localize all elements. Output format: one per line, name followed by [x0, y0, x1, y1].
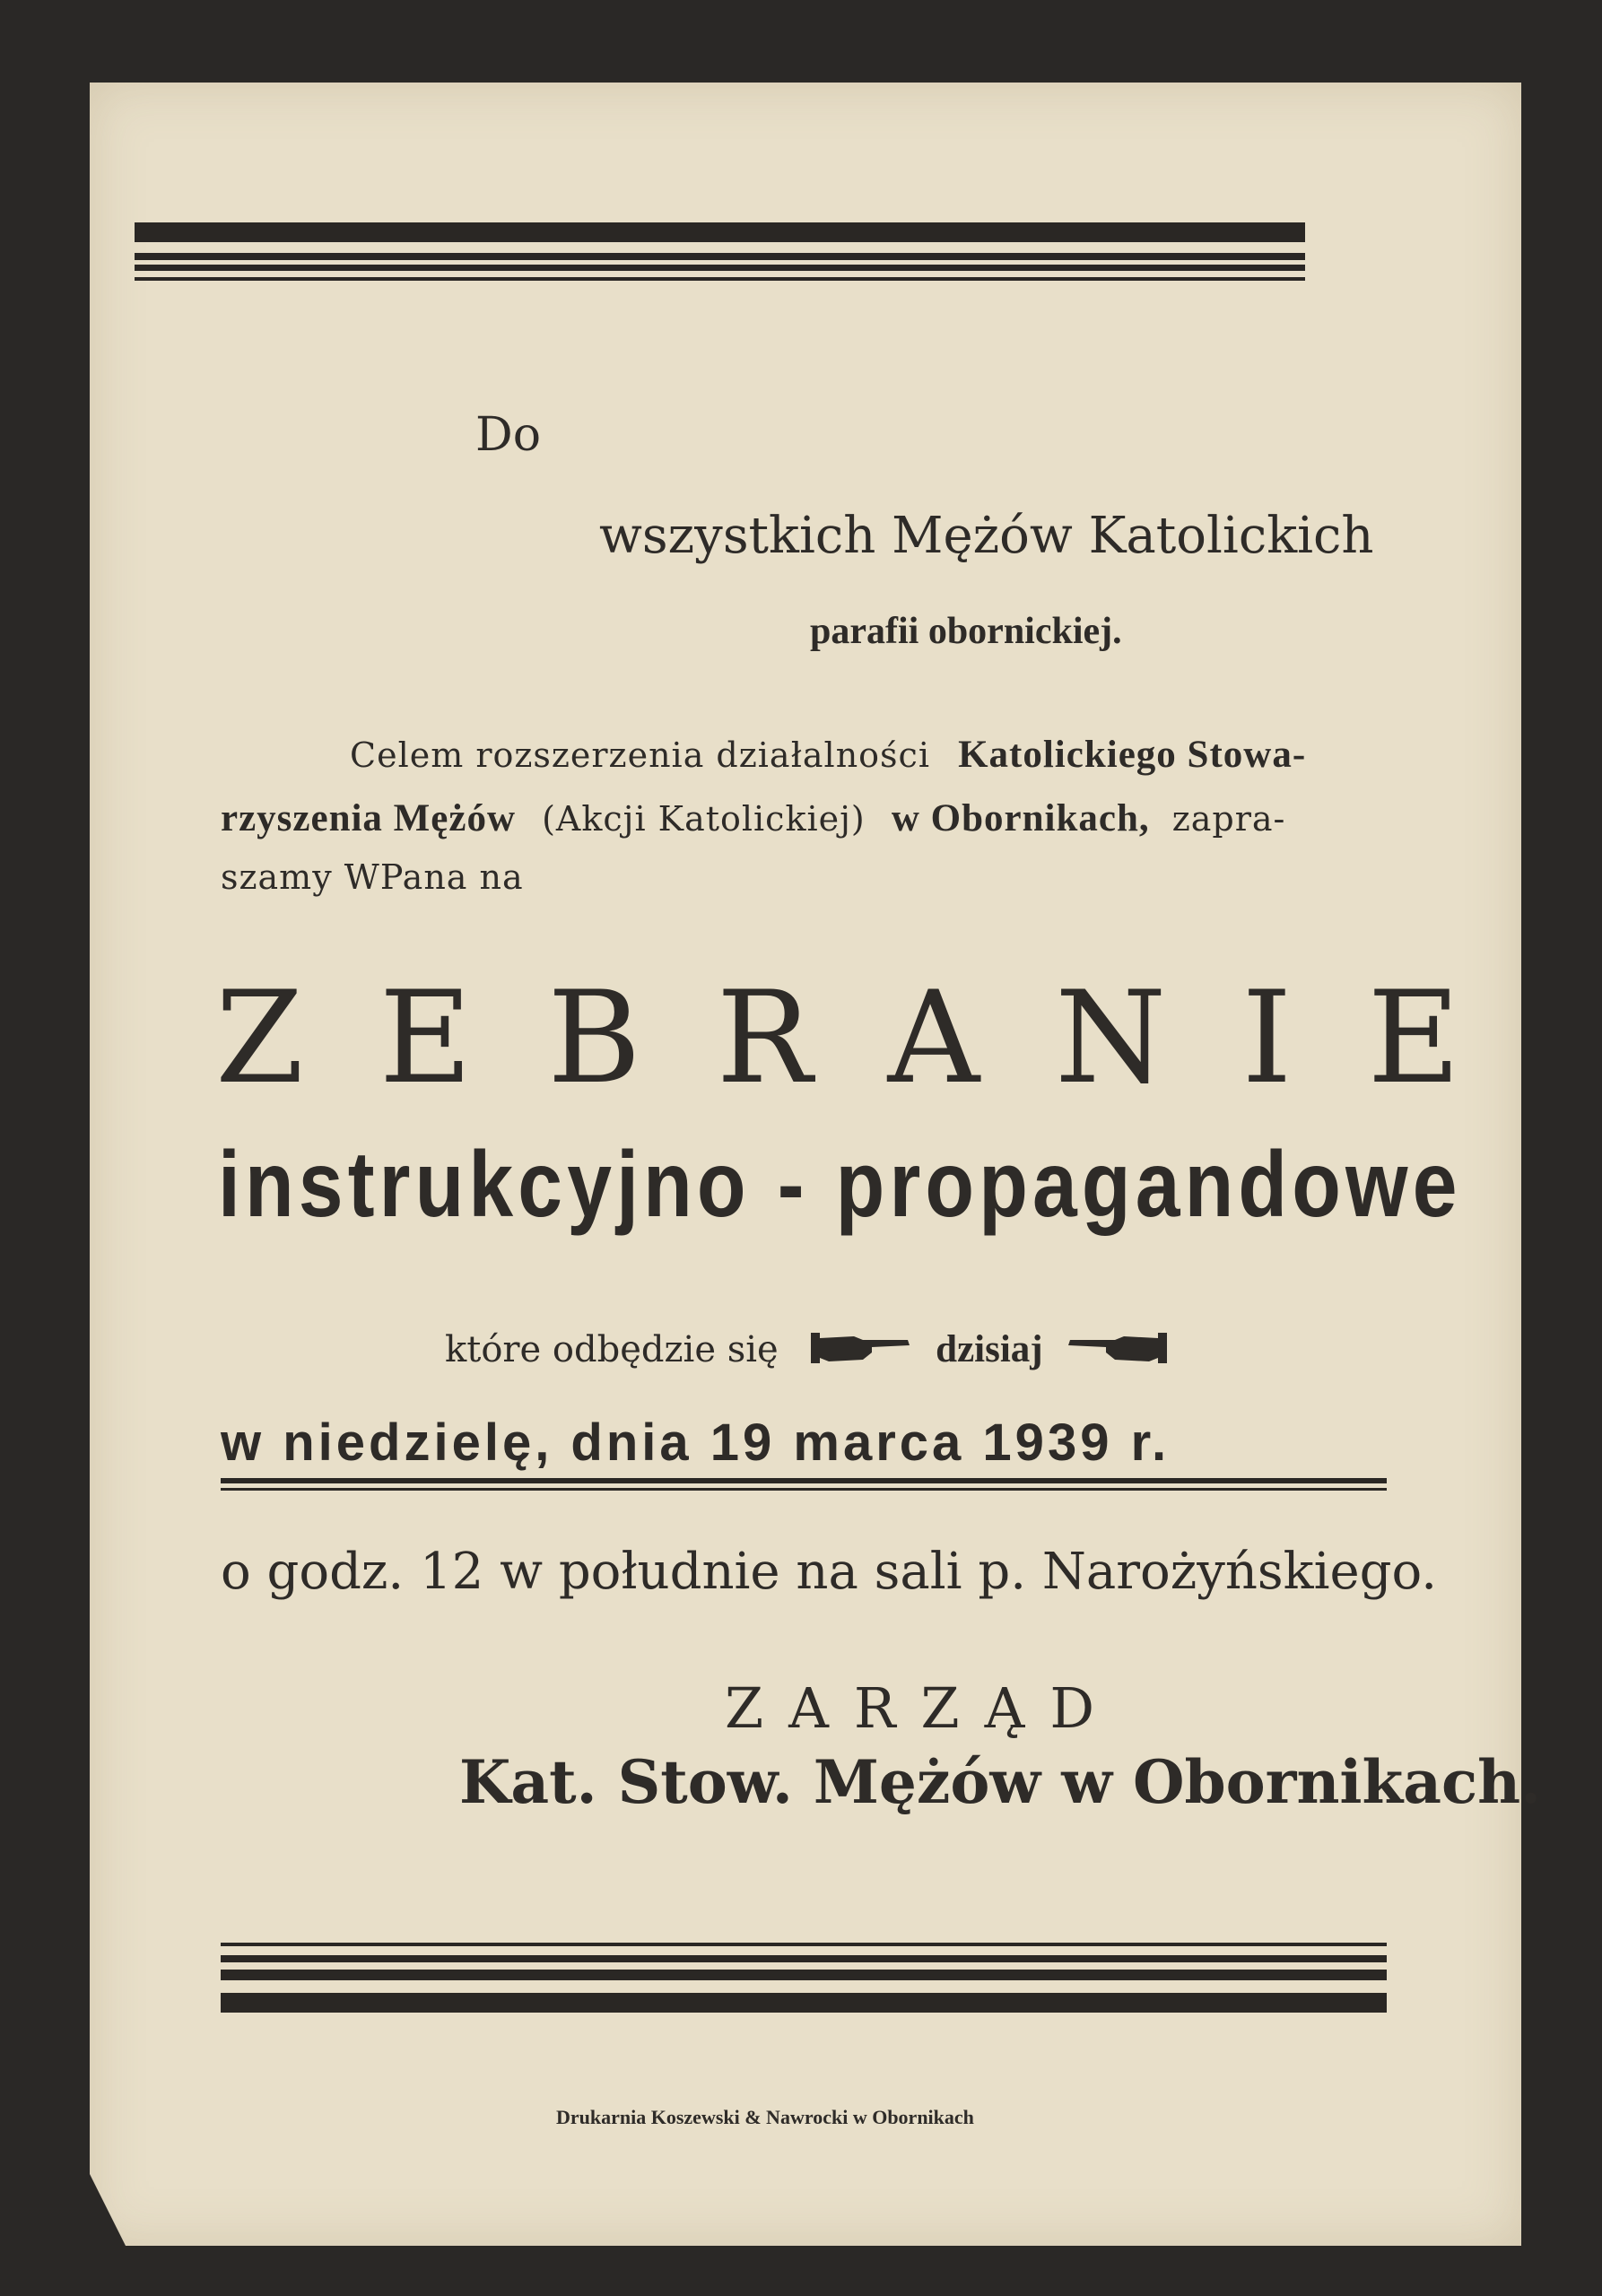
parish-line: parafii obornickiej.	[810, 611, 1122, 652]
bottom-border-rules	[221, 1943, 1387, 2013]
event-when-line	[445, 1327, 1169, 1376]
event-date: w niedzielę, dnia 19 marca 1939 r.	[221, 1413, 1171, 1472]
recipients-line: wszystkich Mężów Katolickich	[599, 507, 1374, 565]
invitation-line-1	[350, 733, 1306, 777]
top-border-rules	[135, 222, 1305, 281]
invitation-line-2	[221, 796, 1285, 840]
town-name: w Obornikach,	[891, 797, 1150, 839]
which-text: które odbędzie się	[445, 1329, 779, 1370]
invite-word: zapra-	[1171, 799, 1286, 839]
invitation-line-3: szamy WPana na	[221, 857, 524, 897]
pointing-hand-right-icon	[809, 1329, 915, 1376]
association-name-cont: rzyszenia Mężów	[221, 797, 516, 839]
invitation-text-plain: Celem rozszerzenia działalności	[350, 735, 930, 775]
event-subtitle: instrukcyjno - propagandowe	[218, 1133, 1462, 1237]
printer-credit: Drukarnia Koszewski & Nawrocki w Obornikach	[556, 2106, 974, 2128]
salutation-to: Do	[475, 408, 541, 462]
date-underline	[221, 1478, 1387, 1491]
today-text: dzisiaj	[936, 1328, 1043, 1370]
event-title: ZEBRANIE	[215, 964, 1537, 1112]
catholic-action: (Akcji Katolickiej)	[542, 799, 866, 839]
pointing-hand-left-icon	[1063, 1329, 1169, 1376]
time-place-line: o godz. 12 w południe na sali p. Narożyńskiego.	[221, 1543, 1438, 1601]
torn-corner	[90, 2174, 126, 2246]
organization-signature: Kat. Stow. Mężów w Obornikach.	[459, 1747, 1542, 1817]
association-name: Katolickiego Stowa-	[958, 734, 1307, 776]
board-label: ZARZĄD	[725, 1675, 1120, 1741]
